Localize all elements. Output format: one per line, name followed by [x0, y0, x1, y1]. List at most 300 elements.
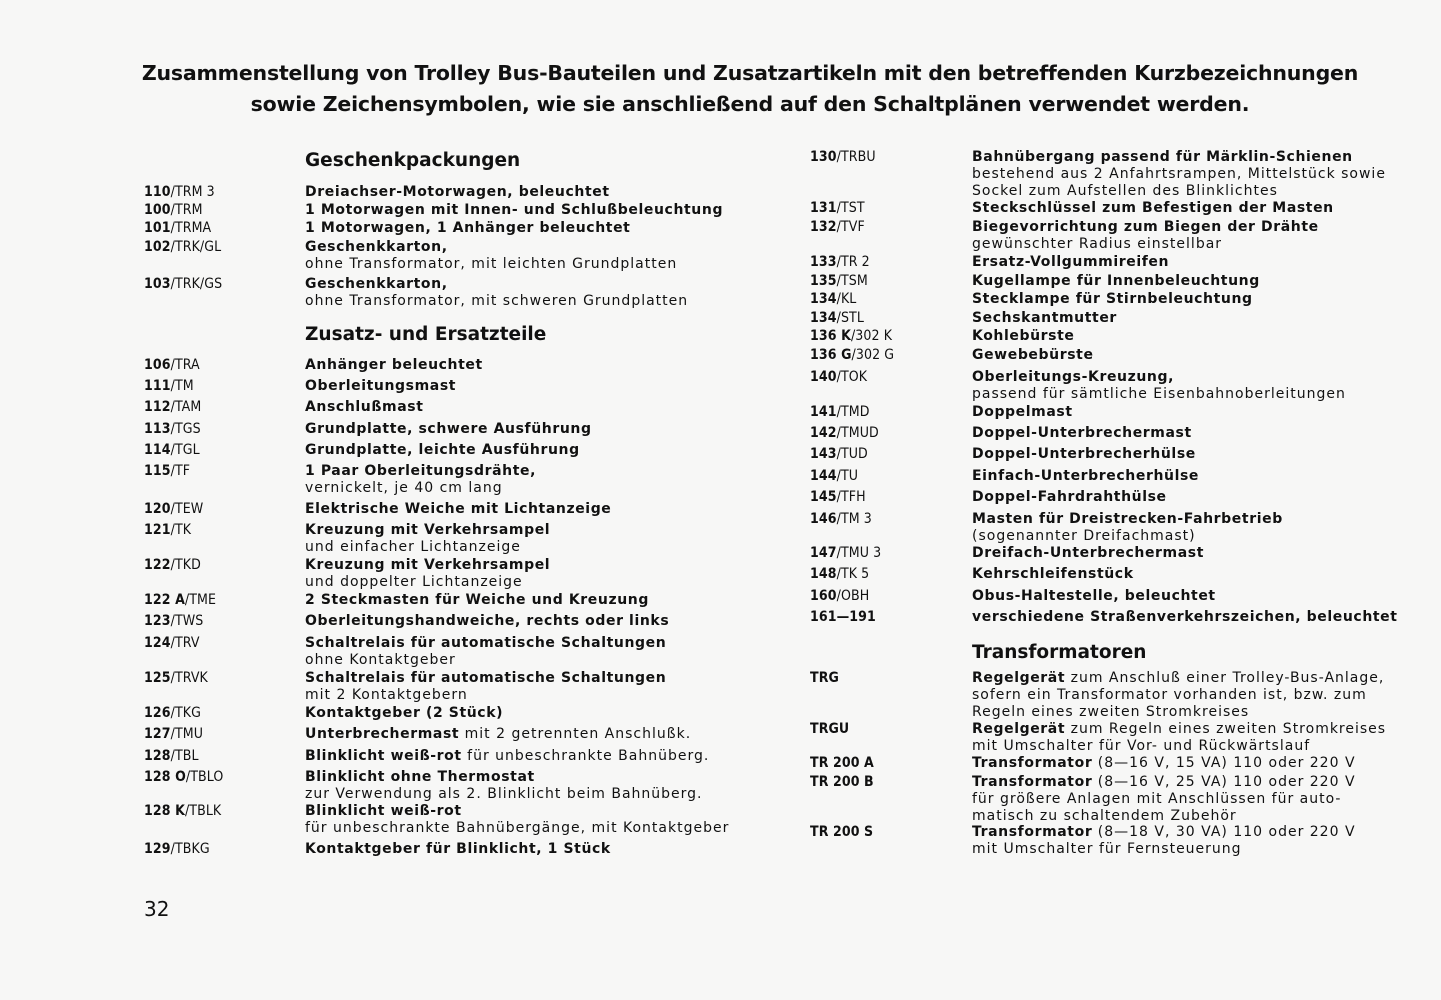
part-number-suffix: /TK 5 — [836, 566, 870, 582]
part-number-suffix: /TVF — [836, 219, 865, 235]
description-line — [305, 769, 703, 786]
part-number-main: 133 — [810, 254, 837, 270]
part-number — [144, 705, 201, 721]
part-number-main: 128 — [144, 748, 171, 764]
part-number — [144, 841, 210, 857]
part-number-main: 131 — [810, 200, 837, 216]
part-number-suffix: /TRK/GS — [170, 276, 223, 292]
part-description — [972, 774, 1356, 825]
description-rest: zum Anschluß einer Trolley-Bus-Anlage, — [1065, 670, 1385, 686]
part-number-suffix: /TRBU — [836, 149, 876, 165]
description-line — [972, 310, 1117, 327]
description-line — [305, 239, 677, 256]
part-description — [305, 592, 649, 609]
part-number-main: 125 — [144, 670, 171, 686]
part-description — [972, 219, 1319, 253]
part-number-main: TR 200 S — [810, 824, 874, 840]
description-line — [305, 635, 666, 652]
description-bold: Regelgerät — [972, 670, 1066, 686]
part-number — [810, 149, 876, 165]
description-line — [305, 841, 611, 858]
part-number — [810, 721, 849, 737]
part-description — [305, 803, 729, 837]
part-description — [972, 824, 1356, 858]
description-rest: (8—16 V, 15 VA) 110 oder 220 V — [1092, 755, 1356, 771]
part-number-suffix: /TM 3 — [836, 511, 872, 527]
description-line — [972, 545, 1204, 562]
description-bold: Doppel-Fahrdrahthülse — [972, 489, 1167, 505]
description-bold: Anhänger beleuchtet — [305, 357, 483, 373]
part-number — [810, 328, 892, 344]
part-number-suffix: /TRV — [170, 635, 200, 651]
description-line — [305, 442, 580, 459]
part-description — [972, 254, 1169, 271]
part-number-suffix: /KL — [836, 291, 857, 307]
description-bold: Transformator — [972, 755, 1093, 771]
part-number — [810, 369, 867, 385]
part-number-main: TRGU — [810, 721, 850, 737]
description-detail: mit Umschalter für Fernsteuerung — [972, 841, 1242, 857]
part-number-suffix: /302 K — [850, 328, 893, 344]
description-bold: Steckschlüssel zum Befestigen der Masten — [972, 200, 1334, 216]
part-number — [144, 399, 201, 415]
description-line — [305, 378, 456, 395]
part-description — [972, 149, 1386, 200]
part-number-main: 112 — [144, 399, 171, 415]
part-number-suffix: /TUD — [836, 446, 868, 462]
description-detail: für unbeschrankte Bahnübergänge, mit Kontaktgeber — [305, 820, 730, 836]
part-description — [305, 442, 580, 459]
part-number-suffix: /TBKG — [170, 841, 210, 857]
description-detail: vernickelt, je 40 cm lang — [305, 480, 503, 496]
description-line — [972, 566, 1134, 583]
description-detail: mit 2 Kontaktgebern — [305, 687, 468, 703]
description-detail: sofern ein Transformator vorhanden ist, bzw. zum — [972, 687, 1367, 703]
description-line — [972, 369, 1346, 386]
part-number — [144, 635, 200, 651]
part-number — [810, 310, 864, 326]
part-number-suffix: /TFH — [836, 489, 866, 505]
part-number — [144, 184, 215, 200]
part-number — [144, 202, 203, 218]
description-bold: 1 Motorwagen, 1 Anhänger beleuchtet — [305, 220, 631, 236]
part-number-main: 101 — [144, 220, 171, 236]
description-bold: Ersatz-Vollgummireifen — [972, 254, 1170, 270]
part-number-main: 103 — [144, 276, 171, 292]
part-number-suffix: /TGL — [170, 442, 200, 458]
part-number — [144, 220, 211, 236]
part-number-main: 122 — [144, 557, 171, 573]
description-detail: ohne Transformator, mit schweren Grundplatten — [305, 293, 689, 309]
description-line — [305, 276, 688, 293]
part-number-main: 129 — [144, 841, 171, 857]
description-line — [305, 557, 550, 574]
part-description — [305, 220, 630, 237]
part-description — [972, 566, 1134, 583]
part-number-main: 140 — [810, 369, 837, 385]
description-line — [305, 726, 691, 743]
part-number — [810, 755, 874, 771]
description-bold: Geschenkkarton, — [305, 239, 448, 255]
part-description — [972, 310, 1117, 327]
part-description — [972, 670, 1384, 721]
part-description — [305, 748, 709, 765]
part-number-main: 142 — [810, 425, 837, 441]
description-detail: mit Umschalter für Vor- und Rückwärtslauf — [972, 738, 1311, 754]
part-description — [305, 276, 688, 310]
part-description — [305, 670, 666, 704]
description-bold: Obus-Haltestelle, beleuchtet — [972, 588, 1216, 604]
description-bold: Unterbrechermast — [305, 726, 460, 742]
part-description — [305, 399, 424, 416]
part-number-suffix: /302 G — [851, 347, 895, 363]
description-bold: Dreiachser-Motorwagen, beleuchtet — [305, 184, 610, 200]
part-number-main: TR 200 A — [810, 755, 874, 771]
description-line — [305, 501, 611, 518]
description-detail: bestehend aus 2 Anfahrtsrampen, Mittelstück sowie — [972, 166, 1386, 182]
description-line — [305, 421, 592, 438]
part-description — [972, 425, 1192, 442]
part-description — [972, 200, 1334, 217]
description-bold: Gewebebürste — [972, 347, 1094, 363]
part-number — [144, 592, 216, 608]
part-number — [810, 824, 873, 840]
part-description — [972, 489, 1167, 506]
part-number — [810, 566, 869, 582]
part-number-suffix: /TR 2 — [836, 254, 870, 270]
description-bold: Geschenkkarton, — [305, 276, 448, 292]
description-line — [305, 184, 610, 201]
part-number — [144, 463, 190, 479]
part-description — [305, 841, 611, 858]
description-bold: Kontaktgeber für Blinklicht, 1 Stück — [305, 841, 611, 857]
part-number-main: 123 — [144, 613, 171, 629]
part-number-suffix: /TMUD — [836, 425, 879, 441]
part-description — [972, 545, 1204, 562]
part-number — [810, 609, 876, 625]
description-bold: Blinklicht ohne Thermostat — [305, 769, 535, 785]
part-number-suffix: /TME — [184, 592, 217, 608]
part-number-main: 145 — [810, 489, 837, 505]
part-description — [305, 184, 610, 201]
part-number — [144, 803, 221, 819]
description-bold: Oberleitungshandweiche, rechts oder links — [305, 613, 670, 629]
description-rest: zum Regeln eines zweiten Stromkreises — [1065, 721, 1387, 737]
description-line — [972, 755, 1356, 772]
part-number-main: 136 K — [810, 328, 851, 344]
description-line — [305, 357, 483, 374]
section-heading-gift-packs: Geschenkpackungen — [305, 150, 521, 171]
part-number-suffix: /TRM — [170, 202, 203, 218]
part-number-main: 147 — [810, 545, 837, 561]
part-number — [144, 557, 201, 573]
part-number-main: 114 — [144, 442, 171, 458]
part-description — [305, 726, 691, 743]
part-description — [305, 613, 669, 630]
part-description — [305, 378, 456, 395]
part-number — [810, 446, 868, 462]
part-number — [810, 273, 868, 289]
description-bold: Oberleitungs-Kreuzung, — [972, 369, 1175, 385]
part-description — [972, 588, 1216, 605]
description-bold: Schaltrelais für automatische Schaltungen — [305, 635, 667, 651]
description-line — [972, 446, 1196, 463]
part-number-suffix: /TMU 3 — [836, 545, 882, 561]
part-description — [972, 291, 1253, 308]
part-number — [810, 425, 879, 441]
description-bold: Anschlußmast — [305, 399, 424, 415]
description-line — [972, 404, 1073, 421]
part-number-main: 115 — [144, 463, 171, 479]
part-description — [305, 557, 550, 591]
description-bold: Stecklampe für Stirnbeleuchtung — [972, 291, 1253, 307]
description-line — [305, 803, 729, 820]
description-bold: Sechskantmutter — [972, 310, 1117, 326]
part-number-suffix: /TRM 3 — [170, 184, 215, 200]
description-bold: Kreuzung mit Verkehrsampel — [305, 557, 551, 573]
part-number — [810, 489, 866, 505]
part-number-main: 134 — [810, 310, 837, 326]
description-bold: Dreifach-Unterbrechermast — [972, 545, 1205, 561]
part-description — [972, 328, 1075, 345]
part-description — [305, 705, 503, 722]
part-description — [972, 404, 1073, 421]
description-bold: Kohlebürste — [972, 328, 1075, 344]
part-number-suffix: /TSM — [836, 273, 868, 289]
part-number-suffix: /TMU — [170, 726, 204, 742]
description-bold: Masten für Dreistrecken-Fahrbetrieb — [972, 511, 1283, 527]
description-rest: (8—18 V, 30 VA) 110 oder 220 V — [1092, 824, 1356, 840]
description-bold: verschiedene Straßenverkehrszeichen, beleuchtet — [972, 609, 1398, 625]
part-number-suffix: /TKG — [170, 705, 201, 721]
part-number-main: 141 — [810, 404, 837, 420]
description-detail: passend für sämtliche Eisenbahnoberleitungen — [972, 386, 1346, 402]
part-number — [144, 670, 208, 686]
part-description — [305, 239, 677, 273]
part-number-suffix: /TEW — [170, 501, 204, 517]
description-line — [972, 291, 1253, 308]
title-line-2: sowie Zeichensymbolen, wie sie anschließend auf den Schaltplänen verwendet werden. — [250, 92, 1250, 116]
description-line — [305, 748, 709, 765]
page-number: 32 — [144, 897, 170, 921]
part-number-main: 102 — [144, 239, 171, 255]
part-number-main: 120 — [144, 501, 171, 517]
description-line — [972, 721, 1386, 738]
description-bold: Oberleitungsmast — [305, 378, 457, 394]
description-line — [972, 254, 1169, 271]
part-number-suffix: /TMD — [836, 404, 870, 420]
description-bold: Blinklicht weiß-rot — [305, 748, 462, 764]
description-bold: Grundplatte, schwere Ausführung — [305, 421, 592, 437]
part-number-main: 160 — [810, 588, 837, 604]
part-description — [972, 609, 1398, 626]
part-number-main: 134 — [810, 291, 837, 307]
description-line — [972, 588, 1216, 605]
part-number-suffix: /TM — [170, 378, 194, 394]
part-number — [810, 774, 874, 790]
description-line — [305, 705, 503, 722]
part-number — [810, 347, 894, 363]
description-rest: (8—16 V, 25 VA) 110 oder 220 V — [1092, 774, 1356, 790]
part-number — [144, 442, 200, 458]
part-description — [972, 511, 1283, 545]
part-number — [810, 200, 865, 216]
part-number-suffix: /STL — [836, 310, 864, 326]
description-bold: Transformator — [972, 774, 1093, 790]
part-number-suffix: /TBL — [170, 748, 199, 764]
description-line — [972, 774, 1356, 791]
description-bold: Bahnübergang passend für Märklin-Schienen — [972, 149, 1353, 165]
part-description — [972, 721, 1386, 755]
part-number-suffix: /TBLK — [184, 803, 222, 819]
part-number-suffix: /TRA — [170, 357, 200, 373]
part-number — [810, 219, 865, 235]
part-description — [305, 769, 703, 803]
description-bold: Kehrschleifenstück — [972, 566, 1134, 582]
part-number-suffix: /TK — [170, 522, 192, 538]
description-line — [305, 613, 669, 630]
part-number-main: 126 — [144, 705, 171, 721]
part-number — [144, 501, 203, 517]
description-bold: Kugellampe für Innenbeleuchtung — [972, 273, 1260, 289]
description-rest: mit 2 getrennten Anschlußk. — [459, 726, 692, 742]
description-bold: Blinklicht weiß-rot — [305, 803, 462, 819]
part-number-main: 128 K — [144, 803, 185, 819]
description-line — [972, 328, 1075, 345]
description-line — [305, 399, 424, 416]
description-line — [972, 273, 1260, 290]
section-heading-accessories: Zusatz- und Ersatzteile — [305, 324, 547, 345]
description-bold: 1 Motorwagen mit Innen- und Schlußbeleuchtung — [305, 202, 724, 218]
part-number-main: 124 — [144, 635, 171, 651]
part-number-suffix: /TRK/GL — [170, 239, 222, 255]
part-number-main: 148 — [810, 566, 837, 582]
part-number — [144, 378, 194, 394]
part-number — [144, 276, 222, 292]
part-number-main: 113 — [144, 421, 171, 437]
part-description — [972, 273, 1260, 290]
description-detail-2: matisch zu schaltendem Zubehör — [972, 808, 1237, 824]
part-description — [305, 501, 611, 518]
part-number-suffix: /TBLO — [185, 769, 224, 785]
part-description — [305, 357, 483, 374]
part-number-suffix: /OBH — [836, 588, 870, 604]
part-number-main: 143 — [810, 446, 837, 462]
part-number-main: 146 — [810, 511, 837, 527]
description-bold: Einfach-Unterbrecherhülse — [972, 468, 1200, 484]
part-number-main: 136 G — [810, 347, 852, 363]
description-bold: Elektrische Weiche mit Lichtanzeige — [305, 501, 612, 517]
part-number — [810, 404, 870, 420]
part-number-suffix: /TGS — [170, 421, 201, 437]
part-number-main: 130 — [810, 149, 837, 165]
description-line — [972, 670, 1384, 687]
part-number-main: 110 — [144, 184, 171, 200]
part-number — [810, 291, 856, 307]
section-heading-transformers: Transformatoren — [972, 642, 1147, 663]
part-number-suffix: /TAM — [170, 399, 202, 415]
description-bold: Doppelmast — [972, 404, 1073, 420]
part-number-suffix: /TWS — [170, 613, 204, 629]
part-number — [144, 357, 200, 373]
part-number — [144, 421, 201, 437]
part-number-main: 111 — [144, 378, 171, 394]
part-number — [144, 239, 221, 255]
part-number-main: 122 A — [144, 592, 185, 608]
description-line — [972, 609, 1398, 626]
title-line-1: Zusammenstellung von Trolley Bus-Bauteilen und Zusatzartikeln mit den betreffenden Kurzbezeichnungen — [141, 61, 1359, 85]
description-line — [972, 200, 1334, 217]
description-detail-2: Sockel zum Aufstellen des Blinklichtes — [972, 183, 1278, 199]
description-line — [972, 824, 1356, 841]
description-detail: ohne Kontaktgeber — [305, 652, 456, 668]
description-detail: (sogenannter Dreifachmast) — [972, 528, 1196, 544]
description-line — [972, 511, 1283, 528]
part-number-main: 121 — [144, 522, 171, 538]
description-detail: gewünschter Radius einstellbar — [972, 236, 1223, 252]
part-number — [144, 726, 203, 742]
description-detail: zur Verwendung als 2. Blinklicht beim Bahnüberg. — [305, 786, 703, 802]
description-bold: Regelgerät — [972, 721, 1066, 737]
part-number — [810, 545, 881, 561]
description-line — [972, 347, 1094, 364]
description-rest: für unbeschrankte Bahnüberg. — [461, 748, 710, 764]
part-number — [144, 748, 199, 764]
part-number — [144, 522, 191, 538]
description-line — [305, 220, 630, 237]
part-description — [305, 635, 666, 669]
description-bold: Kontaktgeber (2 Stück) — [305, 705, 504, 721]
part-description — [972, 347, 1094, 364]
description-bold: Doppel-Unterbrecherhülse — [972, 446, 1196, 462]
part-number — [810, 254, 870, 270]
part-number — [810, 511, 872, 527]
description-bold: Kreuzung mit Verkehrsampel — [305, 522, 551, 538]
part-number-suffix: /TST — [836, 200, 865, 216]
part-number — [810, 588, 869, 604]
part-number-main: 106 — [144, 357, 171, 373]
description-detail: und einfacher Lichtanzeige — [305, 539, 521, 555]
part-number-main: 161—191 — [810, 609, 876, 625]
part-number-main: 128 O — [144, 769, 186, 785]
part-number-suffix: /TOK — [836, 369, 868, 385]
part-description — [972, 468, 1199, 485]
description-line — [305, 202, 723, 219]
part-number-suffix: /TF — [170, 463, 191, 479]
description-bold: 1 Paar Oberleitungsdrähte, — [305, 463, 537, 479]
part-number-main: 144 — [810, 468, 837, 484]
part-number-suffix: /TU — [836, 468, 859, 484]
description-line — [305, 522, 550, 539]
description-line — [972, 219, 1319, 236]
part-number-main: 100 — [144, 202, 171, 218]
part-number — [810, 670, 839, 686]
description-detail: ohne Transformator, mit leichten Grundplatten — [305, 256, 678, 272]
description-line — [972, 425, 1192, 442]
part-number-main: 135 — [810, 273, 837, 289]
description-detail-2: Regeln eines zweiten Stromkreises — [972, 704, 1250, 720]
page-title — [100, 58, 1400, 120]
part-number-main: 127 — [144, 726, 171, 742]
description-line — [305, 670, 666, 687]
description-bold: Doppel-Unterbrechermast — [972, 425, 1192, 441]
part-number-suffix: /TRMA — [170, 220, 212, 236]
part-number — [144, 769, 223, 785]
description-detail: für größere Anlagen mit Anschlüssen für auto- — [972, 791, 1342, 807]
part-description — [305, 421, 592, 438]
part-description — [305, 463, 536, 497]
description-bold: Biegevorrichtung zum Biegen der Drähte — [972, 219, 1319, 235]
